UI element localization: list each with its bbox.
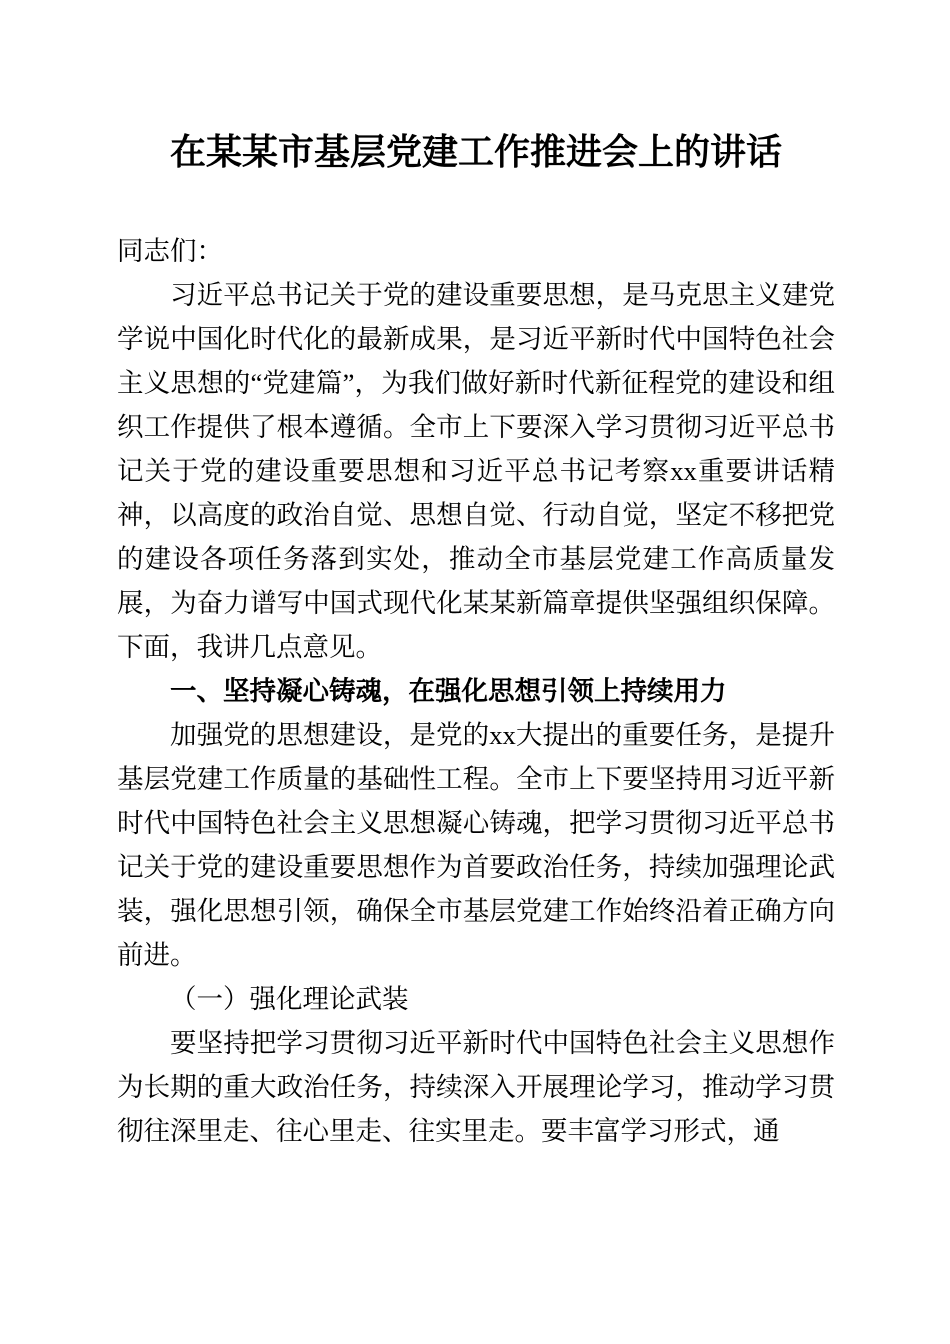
section-heading-1: 一、坚持凝心铸魂，在强化思想引领上持续用力: [170, 675, 727, 706]
subsection-heading-1-1: （一）强化理论武装: [170, 983, 409, 1014]
salutation-line: 同志们：: [117, 235, 223, 266]
document-body: [117, 229, 835, 1153]
paragraph-subsection-1-1: 要坚持把学习贯彻习近平新时代中国特色社会主义思想作为长期的重大政治任务，持续深入开展理论学习，推动学习贯彻往深里走、往心里走、往实里走。要丰富学习形式，通: [117, 1027, 835, 1146]
document-title: 在某某市基层党建工作推进会上的讲话: [169, 132, 782, 172]
paragraph-section-1: 加强党的思想建设，是党的xx大提出的重要任务，是提升基层党建工作质量的基础性工程。全市上下要坚持用习近平新时代中国特色社会主义思想凝心铸魂，把学习贯彻习近平总书记关于党的建设重要思想作为首要政治任务，持续加强理论武装，强化思想引领，确保全市基层党建工作始终沿着正确方向前进。: [117, 719, 835, 970]
paragraph-intro: 习近平总书记关于党的建设重要思想，是马克思主义建党学说中国化时代化的最新成果，是习近平新时代中国特色社会主义思想的“党建篇”，为我们做好新时代新征程党的建设和组织工作提供了根本遵循。全市上下要深入学习贯彻习近平总书记关于党的建设重要思想和习近平总书记考察xx重要讲话精神，以高度的政治自觉、思想自觉、行动自觉，坚定不移把党的建设各项任务落到实处，推动全市基层党建工作高质量发展，为奋力谱写中国式现代化某某新篇章提供坚强组织保障。下面，我讲几点意见。: [117, 279, 835, 662]
document-content: [117, 0, 835, 1153]
